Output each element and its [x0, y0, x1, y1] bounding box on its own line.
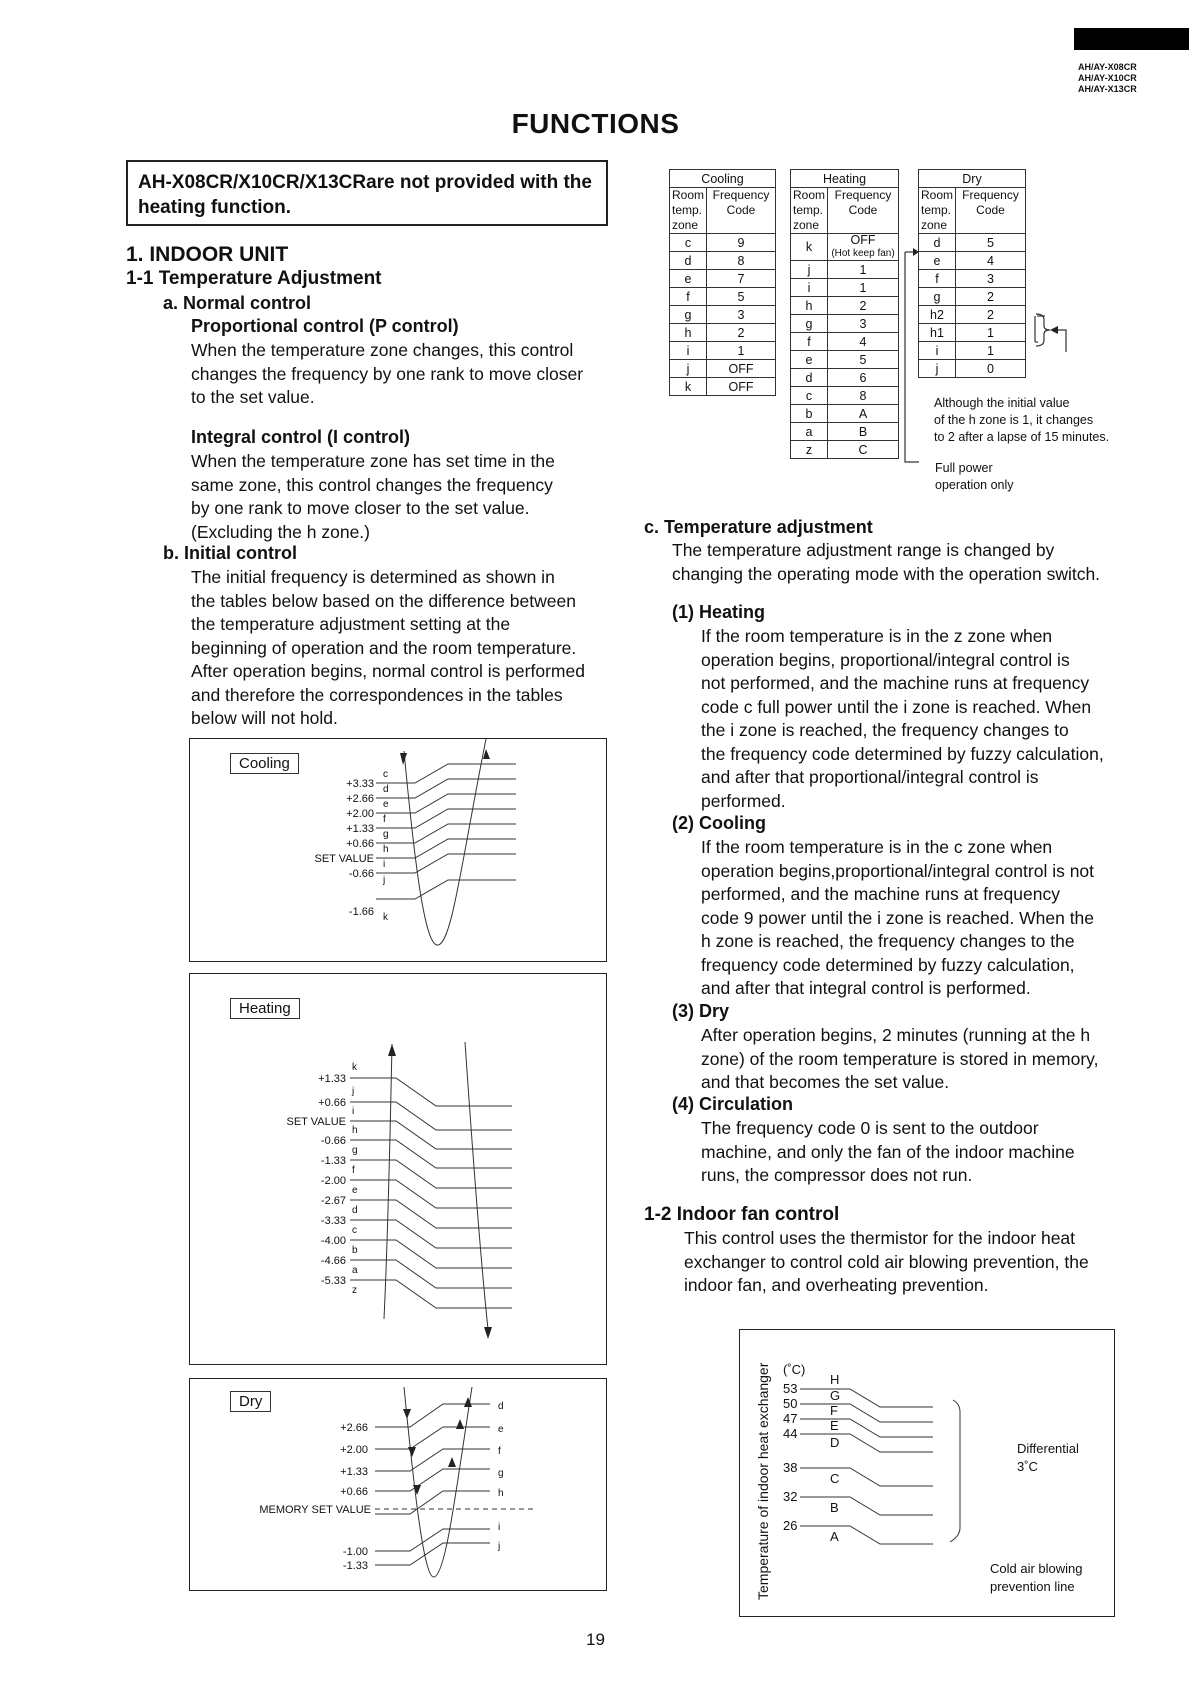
- table-cell: 9: [707, 234, 776, 252]
- table-cell: j: [919, 360, 956, 378]
- table-cell: OFF: [707, 360, 776, 378]
- p-control-title: Proportional control (P control): [191, 316, 459, 336]
- fan-value: 38: [783, 1460, 798, 1475]
- cooling-zone: d: [383, 784, 389, 795]
- heating-value: +0.66: [318, 1097, 346, 1109]
- initial-note-bracket: [1030, 310, 1070, 355]
- table-cell: 8: [707, 252, 776, 270]
- table-cell: 2: [707, 324, 776, 342]
- table-cell: j: [670, 360, 707, 378]
- table-cell: h1: [919, 324, 956, 342]
- cooling-mode-title: (2) Cooling: [672, 813, 766, 833]
- table-row: [670, 288, 776, 306]
- cooling-table-col1: Room temp. zone: [670, 188, 707, 234]
- table-row: [791, 297, 899, 315]
- dry-mode-title: (3) Dry: [672, 1001, 730, 1021]
- table-row: [791, 351, 899, 369]
- table-row: [670, 360, 776, 378]
- dry-zone: j: [498, 1541, 501, 1552]
- table-cell: 5: [707, 288, 776, 306]
- normal-control-title: a. Normal control: [163, 293, 312, 313]
- table-row: [791, 369, 899, 387]
- table-cell: i: [670, 342, 707, 360]
- fan-ylabel: Temperature of indoor heat exchanger: [755, 1362, 771, 1600]
- heating-diagram: [189, 973, 607, 1365]
- table-row: [670, 378, 776, 396]
- dry-zone: i: [498, 1522, 501, 1533]
- heating-value: -5.33: [320, 1275, 346, 1287]
- fan-zone: E: [830, 1418, 839, 1433]
- cooling-zone: c: [383, 769, 388, 780]
- table-cell: C: [828, 441, 899, 459]
- table-cell: f: [670, 288, 707, 306]
- table-cell: 2: [956, 306, 1026, 324]
- heating-value: -2.00: [320, 1175, 346, 1187]
- cooling-value: +3.33: [346, 778, 374, 790]
- table-cell: e: [919, 252, 956, 270]
- fan-zone: C: [830, 1471, 840, 1486]
- cooling-zone: e: [383, 799, 389, 810]
- heating-zone: k: [352, 1062, 357, 1073]
- heating-table-body: [791, 261, 899, 459]
- cooling-table-title: Cooling: [670, 170, 776, 188]
- heating-value: +1.33: [318, 1073, 346, 1085]
- table-cell: d: [919, 234, 956, 252]
- cooling-value: SET VALUE: [314, 853, 374, 865]
- fan-control-diagram: [739, 1329, 1115, 1617]
- table-row: [791, 315, 899, 333]
- section-title: 1. INDOOR UNIT: [126, 243, 289, 266]
- dry-table-title: Dry: [919, 170, 1026, 188]
- table-cell: B: [828, 423, 899, 441]
- fan-control-title: 1-2 Indoor fan control: [644, 1204, 840, 1225]
- heating-table-cell: k: [791, 234, 828, 261]
- fan-cold-air: Cold air blowing: [990, 1561, 1083, 1576]
- dry-diagram-svg: [190, 1379, 608, 1592]
- heating-zone: g: [352, 1145, 358, 1156]
- table-cell: 4: [956, 252, 1026, 270]
- dry-value: +2.66: [340, 1422, 368, 1434]
- table-row: [791, 279, 899, 297]
- table-cell: j: [791, 261, 828, 279]
- p-control-text: When the temperature zone changes, this control changes the frequency by one rank to move closer to the set value.: [191, 340, 584, 407]
- table-cell: 5: [956, 234, 1026, 252]
- temp-adjustment-text: The temperature adjustment range is changed by changing the operating mode with the operation switch.: [672, 540, 1101, 584]
- cooling-zone: h: [383, 844, 389, 855]
- fan-value: 50: [783, 1396, 798, 1411]
- heating-diagram-label: Heating: [230, 998, 300, 1019]
- heating-table-col2: Frequency Code: [828, 188, 899, 234]
- heating-zone: d: [352, 1205, 358, 1216]
- heating-zone: f: [352, 1165, 355, 1176]
- notice-box: AH-X08CR/X10CR/X13CRare not provided with the heating function.: [126, 160, 608, 226]
- cooling-value: +1.33: [346, 823, 374, 835]
- table-row: [670, 234, 776, 252]
- cooling-zone: g: [383, 829, 389, 840]
- fan-unit: (˚C): [783, 1362, 806, 1377]
- model-line-3: AH/AY-X13CR: [1078, 84, 1137, 94]
- page-number: 19: [586, 1630, 605, 1649]
- dry-zone: g: [498, 1468, 504, 1479]
- dry-zone: e: [498, 1424, 504, 1435]
- table-row: [791, 387, 899, 405]
- cooling-table: [669, 169, 776, 396]
- cooling-zone: k: [383, 912, 388, 923]
- fan-differential: Differential: [1017, 1441, 1079, 1456]
- heating-zone: i: [352, 1106, 355, 1117]
- table-cell: e: [791, 351, 828, 369]
- page-title: FUNCTIONS: [511, 108, 680, 139]
- table-cell: i: [791, 279, 828, 297]
- table-cell: 1: [707, 342, 776, 360]
- table-cell: 3: [956, 270, 1026, 288]
- fan-value: 32: [783, 1489, 798, 1504]
- table-cell: 6: [828, 369, 899, 387]
- cooling-diagram-label: Cooling: [230, 753, 299, 774]
- i-control-text: When the temperature zone has set time in the same zone, this control changes the frequency by one rank to move closer to the set value. (Excluding the h zone.): [191, 451, 555, 542]
- table-cell: g: [791, 315, 828, 333]
- cooling-diagram-svg: [190, 739, 608, 963]
- table-cell: b: [791, 405, 828, 423]
- table-cell: 1: [956, 324, 1026, 342]
- dry-mode-text: After operation begins, 2 minutes (running at the h zone) of the room temperature is stored in memory, and that becomes the set value.: [701, 1025, 1099, 1092]
- cooling-zone: i: [383, 859, 386, 870]
- heating-value: -3.33: [320, 1215, 346, 1227]
- model-line-1: AH/AY-X08CR: [1078, 62, 1137, 72]
- table-row: [670, 324, 776, 342]
- table-cell: e: [670, 270, 707, 288]
- table-cell: 4: [828, 333, 899, 351]
- cooling-value: +2.66: [346, 793, 374, 805]
- cooling-zone: f: [383, 814, 386, 825]
- dry-zone: d: [498, 1401, 504, 1412]
- fan-control-text: This control uses the thermistor for the indoor heat exchanger to control cold air blowing prevention, the indoor fan, and overheating prevention.: [684, 1228, 1089, 1295]
- table-cell: 3: [707, 306, 776, 324]
- fan-value: 26: [783, 1518, 798, 1533]
- table-cell: c: [670, 234, 707, 252]
- table-cell: h2: [919, 306, 956, 324]
- fan-diagram-svg: [740, 1330, 1116, 1618]
- initial-control-text: The initial frequency is determined as shown in the tables below based on the difference between the temperature adjustment setting at the beginning of operation and the room temperature. After operation begins, normal control is performed and therefore the correspondences in the tables below will not hold.: [191, 567, 585, 728]
- table-cell: 3: [828, 315, 899, 333]
- table-cell: d: [791, 369, 828, 387]
- heating-value: -4.00: [320, 1235, 346, 1247]
- table-cell: 1: [828, 279, 899, 297]
- dry-value: -1.00: [342, 1546, 368, 1558]
- heating-mode-text: If the room temperature is in the z zone when operation begins, proportional/integral control is not performed, and the machine runs at frequency code c full power until the i zone is reached. When the i zone is reached, the frequency changes to the frequency code determined by fuzzy calculation, and after that proportional/integral control is performed.: [701, 626, 1104, 811]
- initial-control-title: b. Initial control: [163, 543, 297, 563]
- model-line-2: AH/AY-X10CR: [1078, 73, 1137, 83]
- heating-zone: j: [352, 1086, 355, 1097]
- model-bar: [1074, 28, 1189, 50]
- dry-value: -1.33: [342, 1560, 368, 1572]
- dry-diagram: [189, 1378, 607, 1591]
- fan-zone: D: [830, 1435, 840, 1450]
- table-row: [791, 441, 899, 459]
- fan-zone: G: [830, 1388, 841, 1403]
- table-row: [791, 333, 899, 351]
- dry-table-col1: Room temp. zone: [919, 188, 956, 234]
- dry-value: +2.00: [340, 1444, 368, 1456]
- dry-value: +1.33: [340, 1466, 368, 1478]
- heating-table-title: Heating: [791, 170, 899, 188]
- table-cell: 5: [828, 351, 899, 369]
- fan-differential: 3˚C: [1017, 1459, 1038, 1474]
- fan-zone: H: [830, 1372, 840, 1387]
- table-cell: 2: [828, 297, 899, 315]
- table-row: [791, 405, 899, 423]
- heating-table-col1: Room temp. zone: [791, 188, 828, 234]
- subsection-title: 1-1 Temperature Adjustment: [126, 268, 382, 289]
- heating-value: -0.66: [320, 1135, 346, 1147]
- table-row: [791, 423, 899, 441]
- heating-value: -1.33: [320, 1155, 346, 1167]
- cooling-value: +0.66: [346, 838, 374, 850]
- cooling-table-col2: Frequency Code: [707, 188, 776, 234]
- cooling-diagram: [189, 738, 607, 962]
- table-cell: 2: [956, 288, 1026, 306]
- table-cell: 7: [707, 270, 776, 288]
- dry-zone: h: [498, 1488, 504, 1499]
- dry-value: MEMORY SET VALUE: [259, 1504, 371, 1516]
- table-cell: i: [919, 342, 956, 360]
- table-cell: f: [919, 270, 956, 288]
- heating-zone: z: [352, 1285, 357, 1296]
- cooling-value: -1.66: [348, 906, 374, 918]
- heating-value: -4.66: [320, 1255, 346, 1267]
- heating-zone: e: [352, 1185, 358, 1196]
- cooling-value: -0.66: [348, 868, 374, 880]
- table-row: [791, 261, 899, 279]
- heating-table: [790, 169, 899, 459]
- table-cell: 0: [956, 360, 1026, 378]
- fan-zone: A: [830, 1529, 839, 1544]
- table-cell: 8: [828, 387, 899, 405]
- heating-diagram-svg: [190, 974, 608, 1366]
- heating-zone: b: [352, 1245, 358, 1256]
- fan-zone: F: [830, 1403, 838, 1418]
- table-cell: c: [791, 387, 828, 405]
- circulation-mode-text: The frequency code 0 is sent to the outdoor machine, and only the fan of the indoor machine runs, the compressor does not run.: [701, 1118, 1075, 1185]
- dry-table-col2: Frequency Code: [956, 188, 1026, 234]
- fan-value: 53: [783, 1381, 798, 1396]
- heating-value: SET VALUE: [286, 1116, 346, 1128]
- table-row: [670, 342, 776, 360]
- table-row: [670, 252, 776, 270]
- full-power-note: Full power operation only: [935, 461, 1014, 492]
- table-cell: OFF: [707, 378, 776, 396]
- table-cell: d: [670, 252, 707, 270]
- temp-adjustment-title: c. Temperature adjustment: [644, 517, 873, 537]
- fan-value: 47: [783, 1411, 798, 1426]
- heating-zone: h: [352, 1125, 358, 1136]
- table-cell: a: [791, 423, 828, 441]
- fan-cold-air: prevention line: [990, 1579, 1075, 1594]
- cooling-table-body: [670, 234, 776, 396]
- initial-value-note: Although the initial value of the h zone is 1, it changes to 2 after a lapse of 15 minutes.: [934, 396, 1110, 444]
- table-cell: h: [670, 324, 707, 342]
- heating-zone: a: [352, 1265, 358, 1276]
- table-cell: h: [791, 297, 828, 315]
- heating-table-cell: OFF (Hot keep fan): [828, 234, 899, 261]
- table-cell: 1: [828, 261, 899, 279]
- table-cell: g: [919, 288, 956, 306]
- heating-zone: c: [352, 1225, 357, 1236]
- cooling-value: +2.00: [346, 808, 374, 820]
- table-cell: A: [828, 405, 899, 423]
- heating-value: -2.67: [320, 1195, 346, 1207]
- table-row: [670, 270, 776, 288]
- fan-value: 44: [783, 1426, 798, 1441]
- cooling-mode-text: If the room temperature is in the c zone when operation begins,proportional/integral control is not performed, and the machine runs at frequency code 9 power until the i zone is reached. When the h zone is reached, the frequency changes to the frequency code determined by fuzzy calculation, and after that integral control is performed.: [701, 837, 1095, 998]
- fan-zone: B: [830, 1500, 839, 1515]
- heating-mode-title: (1) Heating: [672, 602, 766, 622]
- table-cell: 1: [956, 342, 1026, 360]
- table-cell: g: [670, 306, 707, 324]
- table-cell: k: [670, 378, 707, 396]
- i-control-title: Integral control (I control): [191, 427, 410, 447]
- table-cell: z: [791, 441, 828, 459]
- dry-value: +0.66: [340, 1486, 368, 1498]
- table-row: [670, 306, 776, 324]
- table-cell: f: [791, 333, 828, 351]
- dry-zone: f: [498, 1446, 501, 1457]
- dry-diagram-label: Dry: [230, 1391, 271, 1412]
- cooling-zone: j: [383, 875, 386, 886]
- circulation-mode-title: (4) Circulation: [672, 1094, 794, 1114]
